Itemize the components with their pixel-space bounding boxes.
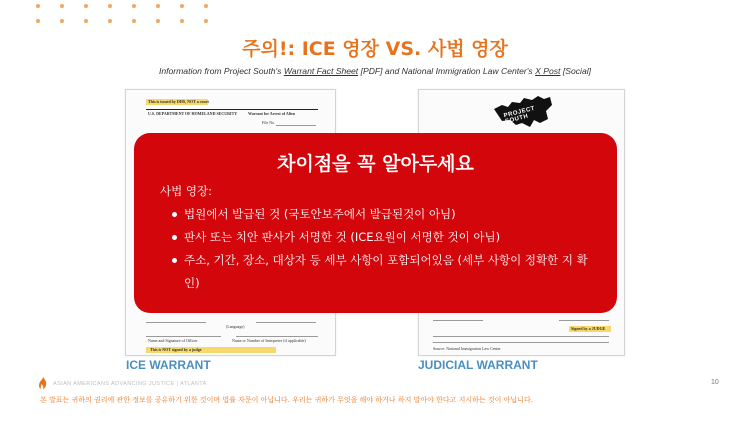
list-item: 주소, 기간, 장소, 대상자 등 세부 사항이 포함되어있음 (세부 사항이 정확한 지 확인) (168, 249, 598, 295)
flame-logo-icon (38, 377, 48, 390)
page-number: 10 (711, 379, 719, 386)
decorative-dot (180, 4, 184, 8)
ice-interpreter-line: Name or Number of Interpreter (if applicable) (232, 338, 306, 343)
decorative-dot (204, 4, 208, 8)
decorative-dot (60, 19, 64, 23)
source-mid: [PDF] and National Immigration Law Center's (358, 66, 536, 76)
ice-warrant-caption: ICE WARRANT (126, 358, 211, 372)
logo-text: PROJECT SOUTH (503, 105, 536, 126)
ice-language: (Language) (226, 324, 245, 329)
ice-highlight-top-text: This is issued by DHS, NOT a court (148, 99, 209, 104)
decorative-dot (108, 19, 112, 23)
source-prefix: Information from Project South's (158, 66, 284, 76)
difference-callout (134, 133, 617, 313)
decorative-dot (180, 19, 184, 23)
source-suffix: [Social] (560, 66, 592, 76)
callout-label: 사법 영장: (160, 184, 212, 198)
judicial-signed-label: Signed by a JUDGE (571, 326, 606, 331)
decorative-dot (36, 4, 40, 8)
decorative-dot (156, 19, 160, 23)
list-item: 법원에서 발급된 것 (국토안보주에서 발급된것이 아님) (168, 203, 598, 226)
ice-officer-line: Name and Signature of Officer (148, 338, 198, 343)
warrant-fact-sheet-link[interactable]: Warrant Fact Sheet (283, 66, 359, 76)
decorative-dot (36, 19, 40, 23)
slide-title: 주의!: ICE 영장 VS. 사법 영장 (242, 38, 508, 60)
callout-heading: 차이점을 꼭 알아두세요 (277, 153, 474, 175)
decorative-dot-grid (36, 2, 216, 26)
ice-department: U.S. DEPARTMENT OF HOMELAND SECURITY (148, 111, 238, 116)
decorative-dot (60, 4, 64, 8)
judicial-source-line: Source: National Immigration Law Center (433, 346, 501, 351)
source-citation (0, 66, 750, 76)
project-south-logo (490, 93, 556, 131)
x-post-link[interactable]: X Post (535, 66, 561, 76)
decorative-dot (108, 4, 112, 8)
decorative-dot (132, 19, 136, 23)
organization-name: ASIAN AMERICANS ADVANCING JUSTICE | ATLANTA (53, 380, 207, 387)
decorative-dot (204, 19, 208, 23)
ice-form-title: Warrant for Arrest of Alien (248, 111, 295, 116)
ice-highlight-bottom-text: This is NOT signed by a judge (150, 347, 202, 352)
decorative-dot (84, 19, 88, 23)
decorative-dot (132, 4, 136, 8)
decorative-dot (156, 4, 160, 8)
organization-footer (38, 377, 207, 390)
judicial-warrant-caption: JUDICIAL WARRANT (418, 358, 538, 372)
list-item: 판사 또는 치안 판사가 서명한 것 (ICE요원이 서명한 것이 아님) (168, 226, 598, 249)
decorative-dot (84, 4, 88, 8)
legal-disclaimer: 본 발표는 귀하의 권리에 관한 정보를 공유하기 위한 것이며 법률 자문이 아닙니다. 우리는 귀하가 무엇을 해야 하거나 하지 말아야 한다고 지시하는 것이 아닙니다. (40, 396, 533, 404)
ice-file-no: File No. (262, 120, 276, 125)
callout-list (168, 203, 598, 295)
